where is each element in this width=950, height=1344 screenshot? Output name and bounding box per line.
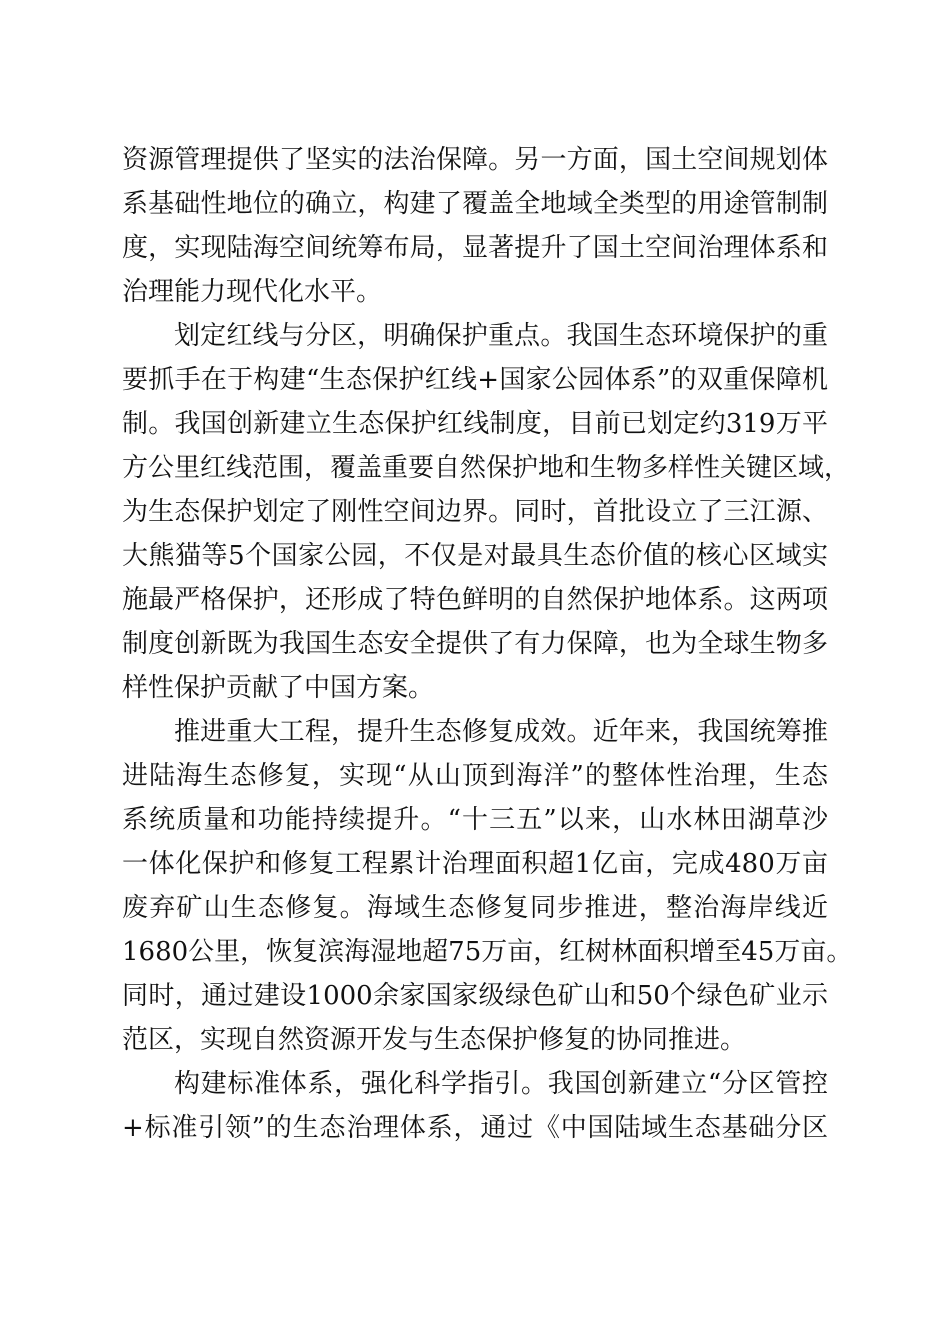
paragraph-lead-line: 划定红线与分区，明确保护重点。我国生态环境保护的重 bbox=[174, 321, 828, 351]
paragraph-lead-line: 构建标准体系，强化科学指引。我国创新建立“分区管控 bbox=[174, 1069, 828, 1099]
text-line: 度，实现陆海空间统筹布局，显著提升了国土空间治理体系和 bbox=[122, 233, 828, 263]
body-text bbox=[122, 138, 853, 1150]
paragraph-lead-line: 推进重大工程，提升生态修复成效。近年来，我国统筹推 bbox=[174, 717, 828, 747]
text-line: 样性保护贡献了中国方案。 bbox=[122, 673, 435, 703]
text-line: 制度创新既为我国生态安全提供了有力保障，也为全球生物多 bbox=[122, 629, 828, 659]
text-line: 进陆海生态修复，实现“从山顶到海洋”的整体性治理，生态 bbox=[122, 761, 828, 791]
text-line: 方公里红线范围，覆盖重要自然保护地和生物多样性关键区域， bbox=[122, 453, 851, 483]
text-line: 要抓手在于构建“生态保护红线+国家公园体系”的双重保障机 bbox=[122, 365, 828, 395]
text-line: 为生态保护划定了刚性空间边界。同时，首批设立了三江源、 bbox=[122, 497, 828, 527]
text-line: 施最严格保护，还形成了特色鲜明的自然保护地体系。这两项 bbox=[122, 585, 828, 615]
text-line: 资源管理提供了坚实的法治保障。另一方面，国土空间规划体 bbox=[122, 145, 828, 175]
text-line: 系统质量和功能持续提升。“十三五”以来，山水林田湖草沙 bbox=[122, 805, 828, 835]
text-line: 治理能力现代化水平。 bbox=[122, 277, 383, 307]
text-line: 1680公里，恢复滨海湿地超75万亩，红树林面积增至45万亩。 bbox=[122, 937, 853, 967]
text-line: 同时，通过建设1000余家国家级绿色矿山和50个绿色矿业示 bbox=[122, 981, 828, 1011]
text-line: 系基础性地位的确立，构建了覆盖全地域全类型的用途管制制 bbox=[122, 189, 828, 219]
text-line: 一体化保护和修复工程累计治理面积超1亿亩，完成480万亩 bbox=[122, 849, 828, 879]
text-line: +标准引领”的生态治理体系，通过《中国陆域生态基础分区 bbox=[122, 1113, 828, 1143]
text-line: 范区，实现自然资源开发与生态保护修复的协同推进。 bbox=[122, 1025, 747, 1055]
text-line: 大熊猫等5个国家公园，不仅是对最具生态价值的核心区域实 bbox=[122, 541, 828, 571]
text-line: 制。我国创新建立生态保护红线制度，目前已划定约319万平 bbox=[122, 409, 828, 439]
text-line: 废弃矿山生态修复。海域生态修复同步推进，整治海岸线近 bbox=[122, 893, 828, 923]
